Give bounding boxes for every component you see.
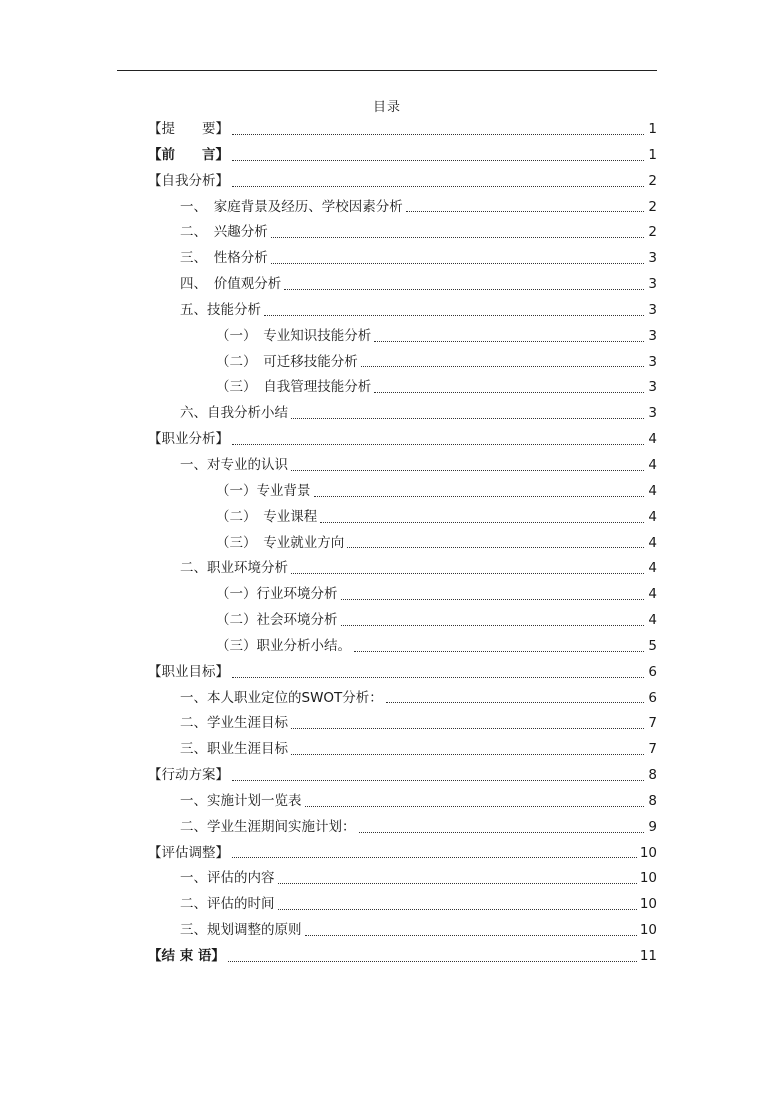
dot-leader <box>374 391 644 393</box>
dot-leader <box>264 314 644 316</box>
toc-entry-page: 4 <box>648 534 657 551</box>
dot-leader <box>354 650 644 652</box>
dot-leader <box>406 210 644 212</box>
toc-entry[interactable] <box>148 169 657 195</box>
dot-leader <box>271 236 644 238</box>
toc-entry-label: 二、学业生涯期间实施计划： <box>180 818 356 835</box>
dot-leader <box>291 417 644 419</box>
dot-leader <box>278 882 637 884</box>
toc-entry-page: 3 <box>648 250 657 267</box>
dot-leader <box>271 262 644 264</box>
dot-leader <box>232 856 637 858</box>
toc-entry[interactable] <box>148 531 657 557</box>
toc-entry[interactable] <box>148 401 657 427</box>
toc-entry[interactable] <box>148 866 657 892</box>
toc-entry[interactable] <box>148 453 657 479</box>
toc-entry-page: 4 <box>648 431 657 448</box>
toc-entry-page: 4 <box>648 482 657 499</box>
toc-entry-label: 【前 言】 <box>148 146 229 163</box>
toc-entry-label: 【职业分析】 <box>148 431 229 448</box>
toc-entry[interactable] <box>148 350 657 376</box>
toc-entry[interactable] <box>148 505 657 531</box>
toc-entry-label: （三）职业分析小结。 <box>216 637 351 654</box>
toc-entry-label: （一）行业环境分析 <box>216 586 338 603</box>
header-rule <box>117 70 657 71</box>
toc-entry[interactable] <box>148 220 657 246</box>
toc-entry[interactable] <box>148 427 657 453</box>
toc-entry-page: 6 <box>648 689 657 706</box>
toc-entry-label: 三、 性格分析 <box>180 250 268 267</box>
toc-entry-label: （二）社会环境分析 <box>216 612 338 629</box>
toc-entry-page: 3 <box>648 353 657 370</box>
toc-entry-label: 【结 束 语】 <box>148 948 225 964</box>
toc-entry-label: 六、自我分析小结 <box>180 405 288 422</box>
dot-leader <box>291 572 644 574</box>
toc-entry-page: 2 <box>648 224 657 241</box>
toc-entry-page: 3 <box>648 405 657 422</box>
toc-entry-page: 1 <box>648 121 657 137</box>
toc-entry-label: （二） 专业课程 <box>216 508 318 525</box>
toc-entry-label: （一） 专业知识技能分析 <box>216 327 372 344</box>
dot-leader <box>347 546 644 548</box>
toc-entry-label: （三） 自我管理技能分析 <box>216 379 372 396</box>
toc-entry-page: 7 <box>648 741 657 758</box>
toc-entry-page: 10 <box>639 922 657 939</box>
dot-leader <box>278 908 637 910</box>
toc-entry-page: 2 <box>648 198 657 215</box>
toc-entry[interactable] <box>148 117 657 143</box>
toc-entry-label: （二） 可迁移技能分析 <box>216 353 358 370</box>
toc-entry-page: 3 <box>648 301 657 318</box>
toc-entry-page: 10 <box>639 870 657 887</box>
toc-entry[interactable] <box>148 195 657 221</box>
toc-title: 目录 <box>372 100 401 115</box>
toc-entry-page: 4 <box>648 612 657 629</box>
toc-entry-page: 5 <box>648 637 657 654</box>
dot-leader <box>361 365 644 367</box>
toc-entry[interactable] <box>148 375 657 401</box>
toc-entry-label: 一、对专业的认识 <box>180 456 288 473</box>
dot-leader <box>232 133 644 135</box>
toc-entry[interactable] <box>148 815 657 841</box>
toc-entry[interactable] <box>148 582 657 608</box>
dot-leader <box>374 340 644 342</box>
toc-entry[interactable] <box>148 143 657 169</box>
toc-entry-page: 4 <box>648 560 657 577</box>
toc-entry-page: 3 <box>648 276 657 293</box>
dot-leader <box>232 185 644 187</box>
dot-leader <box>359 831 645 833</box>
toc-entry-label: 二、职业环境分析 <box>180 560 288 577</box>
toc-entry-label: 五、技能分析 <box>180 301 261 318</box>
dot-leader <box>386 701 644 703</box>
dot-leader <box>291 753 644 755</box>
toc-entry-page: 8 <box>648 767 657 784</box>
toc-entry[interactable] <box>148 272 657 298</box>
dot-leader <box>228 960 637 962</box>
toc-entry[interactable] <box>148 660 657 686</box>
toc-entry-page: 7 <box>648 715 657 732</box>
toc-entry-page: 6 <box>648 663 657 680</box>
dot-leader <box>341 598 645 600</box>
toc-entry-label: 三、规划调整的原则 <box>180 922 302 939</box>
toc-entry-page: 2 <box>648 172 657 189</box>
dot-leader <box>305 805 645 807</box>
toc-entry-label: 二、学业生涯目标 <box>180 715 288 732</box>
toc-entry-label: 一、实施计划一览表 <box>180 792 302 809</box>
dot-leader <box>341 624 645 626</box>
toc-entry-label: 【自我分析】 <box>148 172 229 189</box>
toc-entry-page: 4 <box>648 456 657 473</box>
toc-entry[interactable] <box>148 918 657 944</box>
dot-leader <box>291 469 644 471</box>
toc-entry[interactable] <box>148 556 657 582</box>
toc-entry-label: 【行动方案】 <box>148 767 229 784</box>
toc-entry[interactable] <box>148 944 657 970</box>
toc-entry-page: 1 <box>648 146 657 163</box>
toc-entry-label: 一、评估的内容 <box>180 870 275 887</box>
toc-entry-page: 4 <box>648 508 657 525</box>
toc-entry-label: 【职业目标】 <box>148 663 229 680</box>
toc-entry-page: 4 <box>648 586 657 603</box>
toc-entry[interactable] <box>148 246 657 272</box>
toc-entry-label: （三） 专业就业方向 <box>216 534 345 551</box>
dot-leader <box>305 934 637 936</box>
table-of-contents <box>148 117 657 970</box>
toc-entry-page: 10 <box>639 896 657 913</box>
toc-entry[interactable] <box>148 608 657 634</box>
dot-leader <box>284 288 644 290</box>
dot-leader <box>232 676 644 678</box>
toc-entry-label: 三、职业生涯目标 <box>180 741 288 758</box>
dot-leader <box>291 727 644 729</box>
toc-entry[interactable] <box>148 841 657 867</box>
toc-entry[interactable] <box>148 324 657 350</box>
toc-entry[interactable] <box>148 711 657 737</box>
toc-entry[interactable] <box>148 634 657 660</box>
toc-entry-label: 一、本人职业定位的SWOT分析： <box>180 689 383 706</box>
toc-entry-page: 9 <box>648 818 657 835</box>
toc-entry[interactable] <box>148 892 657 918</box>
dot-leader <box>314 495 645 497</box>
dot-leader <box>232 443 644 445</box>
toc-entry[interactable] <box>148 686 657 712</box>
toc-entry-label: 二、 兴趣分析 <box>180 224 268 241</box>
toc-entry[interactable] <box>148 789 657 815</box>
toc-entry-label: 一、 家庭背景及经历、学校因素分析 <box>180 198 403 215</box>
toc-entry[interactable] <box>148 479 657 505</box>
toc-entry[interactable] <box>148 763 657 789</box>
toc-entry[interactable] <box>148 298 657 324</box>
toc-entry-label: 二、评估的时间 <box>180 896 275 913</box>
toc-entry-label: 【提 要】 <box>148 121 229 137</box>
toc-entry-page: 11 <box>639 948 657 964</box>
toc-entry-page: 3 <box>648 379 657 396</box>
toc-entry-page: 10 <box>639 844 657 861</box>
toc-entry[interactable] <box>148 737 657 763</box>
dot-leader <box>232 159 644 161</box>
toc-entry-page: 3 <box>648 327 657 344</box>
dot-leader <box>320 521 644 523</box>
toc-entry-label: （一）专业背景 <box>216 482 311 499</box>
toc-entry-page: 8 <box>648 792 657 809</box>
dot-leader <box>232 779 644 781</box>
toc-entry-label: 四、 价值观分析 <box>180 276 282 293</box>
toc-entry-label: 【评估调整】 <box>148 844 229 861</box>
